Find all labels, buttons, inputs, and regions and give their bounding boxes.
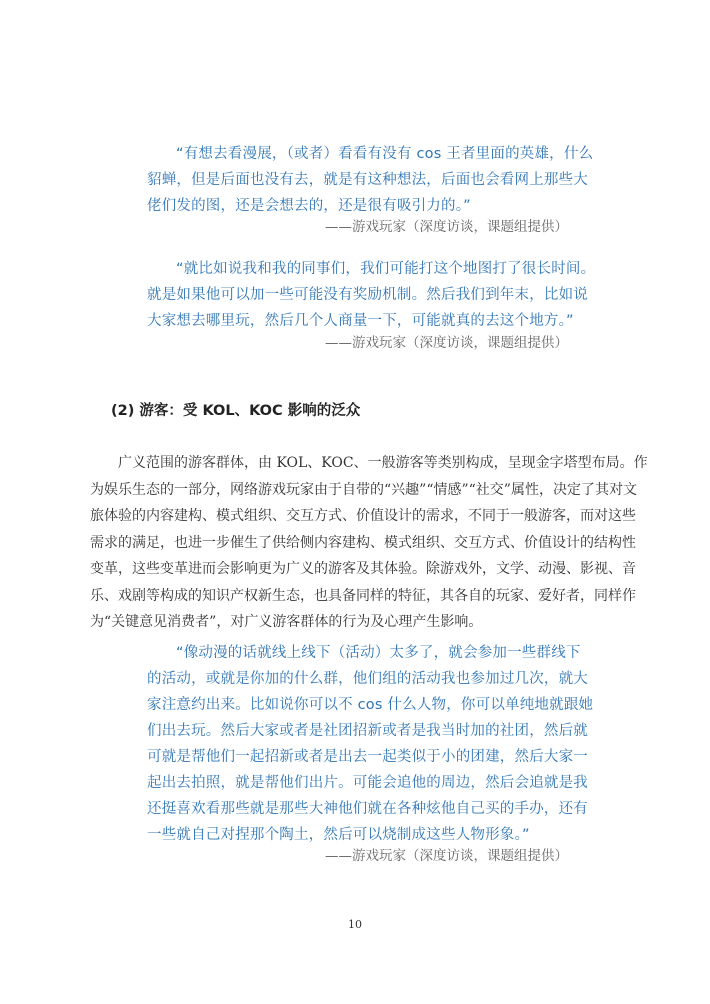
quote-line: “就比如说我和我的同事们，我们可能打这个地图打了很长时间。 [176,261,596,277]
quote-line: 佬们发的图，还是会想去的，还是很有吸引力的。” [147,198,471,214]
body-line: 乐、戏剧等构成的知识产权新生态，也具备同样的特征，其各自的玩家、爱好者，同样作 [90,587,636,604]
quote-line: 家注意约出来。比如说你可以不 cos 什么人物，你可以单纯地就跟她 [147,697,594,713]
quote-line: 起出去拍照，就是帮他们出片。可能会追他的周边，然后会追就是我 [147,775,588,791]
quote-1-source: ——游戏玩家（深度访谈，课题组提供） [325,219,568,235]
quote-1-text [147,141,594,219]
quote-line: 们出去玩。然后大家或者是社团招新或者是我当时加的社团，然后就 [147,723,588,739]
quote-line: 还挺喜欢看那些就是那些大神他们就在各种炫他自己买的手办，还有 [147,801,588,817]
body-line: 变革，这些变革进而会影响更为广义的游客及其体验。除游戏外，文学、动漫、影视、音 [90,561,636,577]
body-line: 需求的满足，也进一步催生了供给侧内容建构、模式组织、交互方式、价值设计的结构性 [90,534,636,551]
quote-2-text [147,256,596,334]
body-paragraph [90,450,648,636]
quote-line: 貂蝉，但是后面也没有去，就是有这种想法，后面也会看网上那些大 [147,172,588,188]
body-line: 为娱乐生态的一部分，网络游戏玩家由于自带的“兴趣”“情感”“社交”属性，决定了其对文 [90,481,637,498]
quote-line: 一些就自己对捏那个陶土，然后可以烧制成这些人物形象。” [147,827,530,843]
quote-line: 可就是帮他们一起招新或者是出去一起类似于小的团建，然后大家一 [147,749,588,765]
page-number: 10 [348,918,362,931]
quote-2-source: ——游戏玩家（深度访谈，课题组提供） [325,335,568,351]
body-line: 为“关键意见消费者”，对广义游客群体的行为及心理产生影响。 [90,614,483,630]
quote-line: “有想去看漫展，（或者）看看有没有 cos 王者里面的英雄，什么 [176,146,594,162]
body-line: 旅体验的内容建构、模式组织、交互方式、价值设计的需求，不同于一般游客，而对这些 [90,508,636,524]
quote-line: 大家想去哪里玩，然后几个人商量一下，可能就真的去这个地方。” [147,313,574,329]
quote-3-text [147,640,594,848]
quote-line: 就是如果他可以加一些可能没有奖励机制。然后我们到年末，比如说 [147,287,588,303]
body-line: 广义范围的游客群体，由 KOL、KOC、一般游客等类别构成，呈现金字塔型布局。作 [118,455,648,471]
quote-line: 的活动，或就是你加的什么群，他们组的活动我也参加过几次，就大 [147,671,588,687]
quote-3-source: ——游戏玩家（深度访谈，课题组提供） [325,848,568,864]
section-heading: (2) 游客：受 KOL、KOC 影响的泛众 [111,403,361,419]
quote-line: “像动漫的话就线上线下（活动）太多了，就会参加一些群线下 [176,645,581,661]
